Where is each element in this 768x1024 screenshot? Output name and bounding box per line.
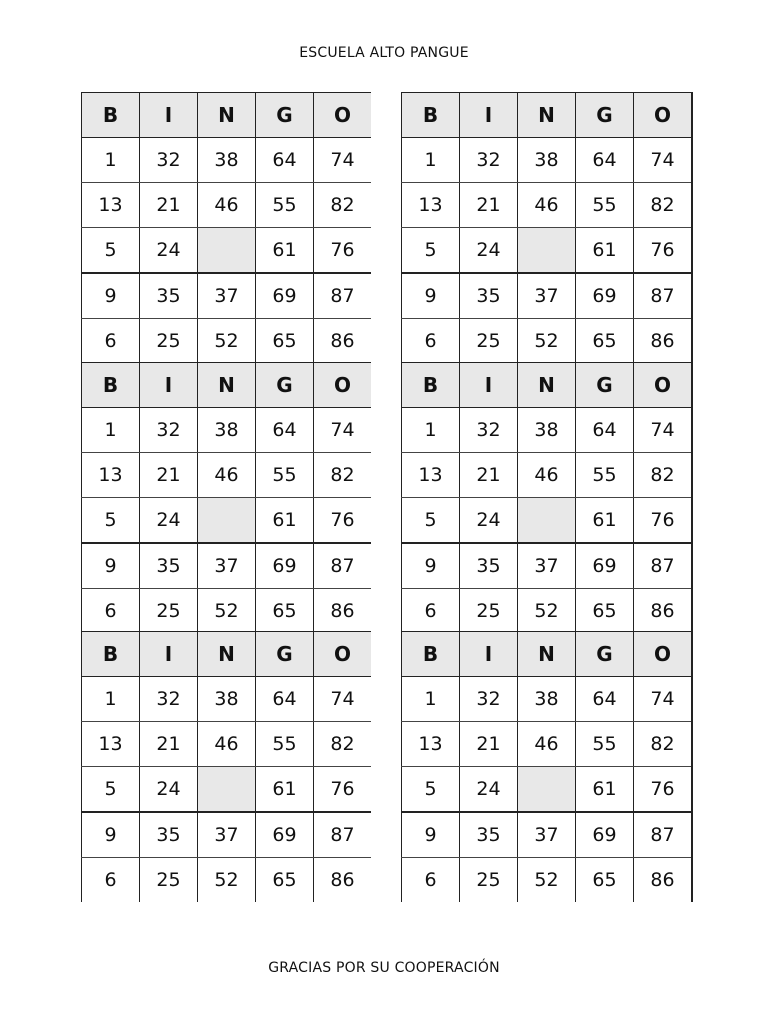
bingo-number-cell: 74	[634, 677, 693, 722]
bingo-number-cell: 9	[82, 543, 140, 589]
bingo-number-cell: 46	[198, 722, 256, 767]
bingo-number-cell: 86	[634, 858, 693, 903]
bingo-number-cell: 6	[82, 858, 140, 903]
bingo-header-letter: N	[198, 363, 256, 408]
bingo-number-cell: 61	[576, 767, 634, 813]
bingo-number-cell: 32	[460, 408, 518, 453]
bingo-number-cell: 87	[314, 812, 372, 858]
bingo-number-cell: 55	[576, 453, 634, 498]
bingo-card	[81, 92, 371, 363]
bingo-number-cell: 65	[256, 319, 314, 364]
bingo-row	[402, 138, 693, 183]
bingo-row	[82, 453, 372, 498]
bingo-number-cell: 37	[518, 543, 576, 589]
bingo-number-cell: 32	[460, 677, 518, 722]
bingo-number-cell: 52	[518, 589, 576, 634]
bingo-number-cell: 52	[198, 319, 256, 364]
bingo-header-letter: B	[402, 93, 460, 138]
bingo-number-cell: 38	[518, 138, 576, 183]
bingo-number-cell: 52	[198, 589, 256, 634]
bingo-number-cell: 9	[402, 543, 460, 589]
bingo-number-cell: 52	[518, 319, 576, 364]
bingo-number-cell: 38	[198, 677, 256, 722]
bingo-row	[82, 589, 372, 634]
bingo-row	[82, 722, 372, 767]
bingo-number-cell: 82	[634, 183, 693, 228]
bingo-number-cell: 25	[140, 589, 198, 634]
bingo-header-letter: G	[576, 93, 634, 138]
bingo-number-cell: 61	[576, 498, 634, 544]
bingo-number-cell: 5	[402, 767, 460, 813]
bingo-number-cell: 13	[402, 183, 460, 228]
bingo-number-cell: 69	[576, 273, 634, 319]
bingo-number-cell: 38	[198, 138, 256, 183]
bingo-number-cell: 24	[460, 228, 518, 274]
bingo-number-cell: 76	[634, 767, 693, 813]
bingo-number-cell: 65	[576, 319, 634, 364]
bingo-number-cell: 35	[140, 273, 198, 319]
bingo-number-cell: 25	[140, 858, 198, 903]
bingo-number-cell: 1	[82, 677, 140, 722]
bingo-row	[402, 453, 693, 498]
bingo-number-cell: 74	[634, 138, 693, 183]
bingo-number-cell: 5	[82, 767, 140, 813]
bingo-number-cell: 6	[402, 589, 460, 634]
bingo-number-cell: 76	[634, 228, 693, 274]
bingo-free-cell	[198, 498, 256, 544]
bingo-number-cell: 37	[198, 273, 256, 319]
bingo-header-letter: O	[634, 363, 693, 408]
bingo-number-cell: 1	[402, 408, 460, 453]
bingo-header-letter: G	[576, 632, 634, 677]
bingo-number-cell: 13	[402, 722, 460, 767]
bingo-header-letter: B	[82, 632, 140, 677]
bingo-number-cell: 9	[82, 812, 140, 858]
bingo-row	[402, 767, 693, 813]
bingo-header-letter: O	[314, 632, 372, 677]
bingo-header-letter: B	[402, 363, 460, 408]
bingo-number-cell: 82	[314, 183, 372, 228]
bingo-number-cell: 35	[140, 543, 198, 589]
bingo-row	[82, 138, 372, 183]
bingo-header-letter: N	[518, 363, 576, 408]
bingo-card	[401, 92, 693, 363]
bingo-number-cell: 69	[256, 273, 314, 319]
bingo-number-cell: 37	[198, 812, 256, 858]
bingo-number-cell: 69	[256, 543, 314, 589]
bingo-header-row	[402, 363, 693, 408]
bingo-number-cell: 76	[314, 228, 372, 274]
bingo-number-cell: 61	[256, 228, 314, 274]
document-title: ESCUELA ALTO PANGUE	[299, 45, 469, 61]
bingo-row	[82, 183, 372, 228]
bingo-row	[82, 858, 372, 903]
bingo-number-cell: 65	[576, 589, 634, 634]
bingo-number-cell: 5	[402, 228, 460, 274]
bingo-number-cell: 69	[256, 812, 314, 858]
bingo-number-cell: 6	[82, 589, 140, 634]
bingo-number-cell: 38	[518, 408, 576, 453]
bingo-number-cell: 9	[402, 273, 460, 319]
bingo-number-cell: 86	[314, 589, 372, 634]
bingo-number-cell: 55	[576, 722, 634, 767]
bingo-header-row	[82, 363, 372, 408]
bingo-row	[402, 408, 693, 453]
bingo-number-cell: 61	[256, 498, 314, 544]
bingo-number-cell: 25	[460, 589, 518, 634]
bingo-number-cell: 46	[518, 722, 576, 767]
bingo-header-letter: N	[198, 93, 256, 138]
bingo-number-cell: 21	[140, 722, 198, 767]
bingo-number-cell: 46	[198, 453, 256, 498]
bingo-header-letter: I	[140, 93, 198, 138]
bingo-row	[82, 767, 372, 813]
bingo-row	[402, 858, 693, 903]
bingo-header-row	[82, 632, 372, 677]
bingo-row	[82, 812, 372, 858]
bingo-number-cell: 86	[314, 319, 372, 364]
bingo-row	[82, 408, 372, 453]
bingo-number-cell: 24	[140, 498, 198, 544]
bingo-header-letter: B	[402, 632, 460, 677]
bingo-header-row	[82, 93, 372, 138]
bingo-number-cell: 13	[402, 453, 460, 498]
bingo-number-cell: 24	[140, 228, 198, 274]
bingo-number-cell: 5	[82, 498, 140, 544]
bingo-number-cell: 35	[140, 812, 198, 858]
bingo-number-cell: 32	[140, 677, 198, 722]
bingo-number-cell: 87	[634, 812, 693, 858]
bingo-row	[402, 677, 693, 722]
bingo-header-letter: I	[460, 93, 518, 138]
bingo-number-cell: 74	[314, 677, 372, 722]
bingo-number-cell: 46	[518, 453, 576, 498]
bingo-row	[402, 589, 693, 634]
bingo-row	[402, 183, 693, 228]
bingo-number-cell: 9	[82, 273, 140, 319]
bingo-number-cell: 1	[82, 408, 140, 453]
bingo-free-cell	[518, 767, 576, 813]
bingo-number-cell: 13	[82, 453, 140, 498]
bingo-number-cell: 64	[576, 138, 634, 183]
bingo-header-letter: N	[198, 632, 256, 677]
bingo-number-cell: 24	[460, 498, 518, 544]
bingo-number-cell: 13	[82, 722, 140, 767]
bingo-row	[82, 498, 372, 544]
bingo-header-letter: B	[82, 363, 140, 408]
bingo-number-cell: 37	[518, 273, 576, 319]
bingo-free-cell	[198, 228, 256, 274]
bingo-number-cell: 64	[256, 138, 314, 183]
bingo-number-cell: 21	[460, 183, 518, 228]
bingo-header-letter: N	[518, 93, 576, 138]
bingo-header-letter: I	[140, 632, 198, 677]
bingo-number-cell: 52	[198, 858, 256, 903]
bingo-header-letter: N	[518, 632, 576, 677]
bingo-number-cell: 74	[314, 408, 372, 453]
bingo-number-cell: 87	[314, 273, 372, 319]
bingo-number-cell: 38	[198, 408, 256, 453]
bingo-row	[82, 543, 372, 589]
document-footer: GRACIAS POR SU COOPERACIÓN	[268, 960, 500, 976]
bingo-row	[402, 812, 693, 858]
bingo-number-cell: 9	[402, 812, 460, 858]
bingo-number-cell: 76	[314, 498, 372, 544]
bingo-card	[401, 631, 693, 902]
bingo-number-cell: 25	[460, 319, 518, 364]
bingo-number-cell: 74	[634, 408, 693, 453]
bingo-header-letter: O	[634, 93, 693, 138]
bingo-header-letter: G	[256, 632, 314, 677]
bingo-card	[401, 362, 693, 633]
bingo-number-cell: 5	[82, 228, 140, 274]
bingo-header-letter: I	[140, 363, 198, 408]
bingo-number-cell: 6	[402, 319, 460, 364]
bingo-header-letter: I	[460, 363, 518, 408]
bingo-number-cell: 61	[256, 767, 314, 813]
bingo-number-cell: 82	[634, 722, 693, 767]
bingo-row	[82, 319, 372, 364]
bingo-number-cell: 55	[256, 722, 314, 767]
bingo-header-letter: B	[82, 93, 140, 138]
bingo-number-cell: 65	[576, 858, 634, 903]
bingo-number-cell: 35	[460, 273, 518, 319]
bingo-number-cell: 55	[576, 183, 634, 228]
bingo-header-row	[402, 93, 693, 138]
bingo-number-cell: 87	[634, 543, 693, 589]
bingo-number-cell: 86	[634, 319, 693, 364]
bingo-number-cell: 37	[518, 812, 576, 858]
bingo-free-cell	[518, 228, 576, 274]
bingo-free-cell	[198, 767, 256, 813]
bingo-number-cell: 64	[576, 677, 634, 722]
bingo-number-cell: 25	[460, 858, 518, 903]
bingo-free-cell	[518, 498, 576, 544]
bingo-number-cell: 25	[140, 319, 198, 364]
bingo-header-letter: G	[256, 363, 314, 408]
bingo-number-cell: 65	[256, 858, 314, 903]
bingo-row	[402, 273, 693, 319]
bingo-number-cell: 46	[518, 183, 576, 228]
bingo-number-cell: 35	[460, 543, 518, 589]
bingo-card	[81, 362, 371, 633]
bingo-number-cell: 64	[256, 677, 314, 722]
bingo-card	[81, 631, 371, 902]
bingo-number-cell: 24	[140, 767, 198, 813]
bingo-number-cell: 82	[634, 453, 693, 498]
bingo-number-cell: 46	[198, 183, 256, 228]
bingo-row	[82, 273, 372, 319]
bingo-number-cell: 21	[140, 453, 198, 498]
bingo-number-cell: 76	[314, 767, 372, 813]
bingo-row	[402, 228, 693, 274]
bingo-number-cell: 38	[518, 677, 576, 722]
bingo-number-cell: 82	[314, 722, 372, 767]
bingo-header-row	[402, 632, 693, 677]
bingo-number-cell: 1	[82, 138, 140, 183]
bingo-number-cell: 69	[576, 812, 634, 858]
bingo-number-cell: 6	[402, 858, 460, 903]
bingo-number-cell: 64	[576, 408, 634, 453]
bingo-number-cell: 13	[82, 183, 140, 228]
bingo-number-cell: 87	[314, 543, 372, 589]
bingo-number-cell: 21	[140, 183, 198, 228]
bingo-row	[402, 543, 693, 589]
bingo-row	[402, 722, 693, 767]
bingo-header-letter: G	[256, 93, 314, 138]
bingo-number-cell: 87	[634, 273, 693, 319]
bingo-header-letter: G	[576, 363, 634, 408]
bingo-number-cell: 21	[460, 722, 518, 767]
bingo-number-cell: 1	[402, 138, 460, 183]
bingo-row	[82, 228, 372, 274]
bingo-number-cell: 37	[198, 543, 256, 589]
bingo-number-cell: 32	[140, 408, 198, 453]
bingo-row	[82, 677, 372, 722]
bingo-header-letter: O	[314, 363, 372, 408]
bingo-row	[402, 498, 693, 544]
bingo-number-cell: 35	[460, 812, 518, 858]
bingo-number-cell: 55	[256, 183, 314, 228]
bingo-number-cell: 86	[634, 589, 693, 634]
bingo-number-cell: 21	[460, 453, 518, 498]
bingo-header-letter: O	[634, 632, 693, 677]
bingo-number-cell: 74	[314, 138, 372, 183]
bingo-number-cell: 6	[82, 319, 140, 364]
bingo-number-cell: 61	[576, 228, 634, 274]
bingo-number-cell: 86	[314, 858, 372, 903]
bingo-row	[402, 319, 693, 364]
bingo-number-cell: 32	[460, 138, 518, 183]
bingo-number-cell: 32	[140, 138, 198, 183]
bingo-number-cell: 64	[256, 408, 314, 453]
bingo-number-cell: 82	[314, 453, 372, 498]
bingo-number-cell: 65	[256, 589, 314, 634]
bingo-header-letter: O	[314, 93, 372, 138]
bingo-header-letter: I	[460, 632, 518, 677]
bingo-number-cell: 24	[460, 767, 518, 813]
bingo-number-cell: 55	[256, 453, 314, 498]
bingo-number-cell: 69	[576, 543, 634, 589]
bingo-number-cell: 5	[402, 498, 460, 544]
bingo-number-cell: 76	[634, 498, 693, 544]
bingo-number-cell: 1	[402, 677, 460, 722]
bingo-number-cell: 52	[518, 858, 576, 903]
